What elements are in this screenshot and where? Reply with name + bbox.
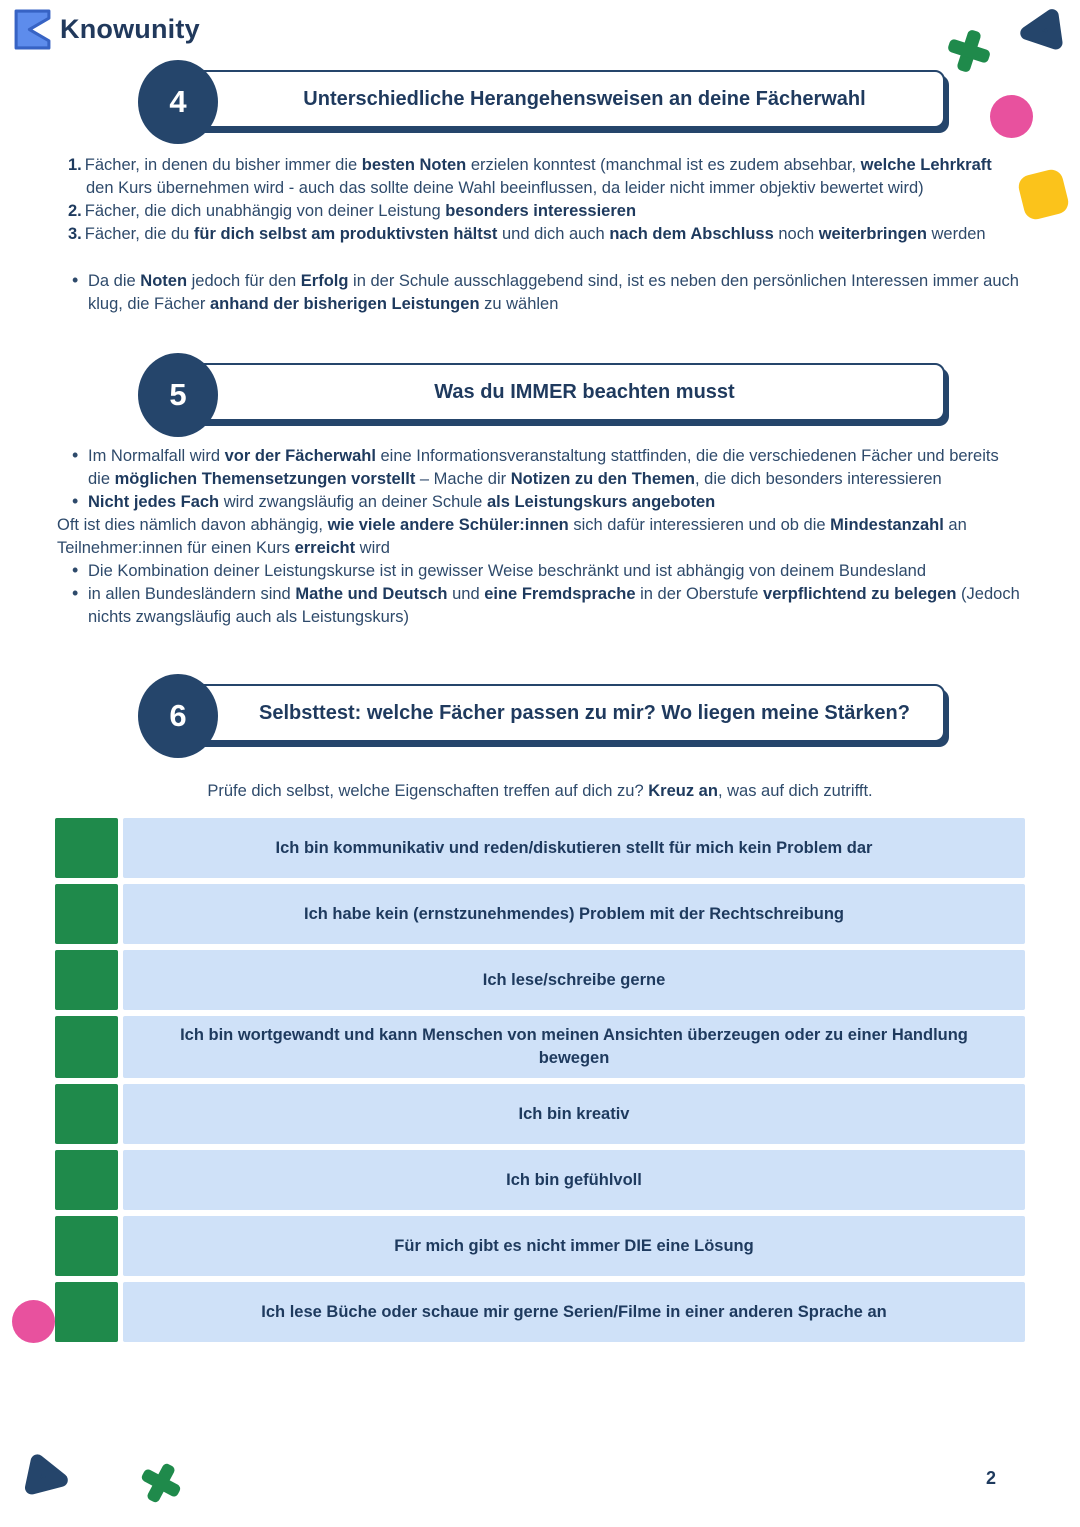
bullet-item: • Im Normalfall wird vor der Fächerwahl eine Informationsveranstaltung stattfinden, die die verschiedenen Fächer und bereits die möglichen Themensetzungen vorstellt – Mache dir Notizen zu den Themen, die dich besonders interessieren <box>70 445 1023 491</box>
checklist-row-label: Ich bin kommunikativ und reden/diskutieren stellt für mich kein Problem dar <box>123 818 1025 878</box>
checkbox-cell[interactable] <box>55 1216 118 1276</box>
checkbox-cell[interactable] <box>55 1150 118 1210</box>
logo <box>0 0 1080 50</box>
checklist-row-label: Ich bin kreativ <box>123 1084 1025 1144</box>
bullet-item: • Die Kombination deiner Leistungskurse ist in gewisser Weise beschränkt und ist abhängig von deinem Bundesland <box>70 560 1023 583</box>
checkbox-cell[interactable] <box>55 1016 118 1078</box>
triangle-shape-icon <box>13 1447 82 1516</box>
section-4-title-box <box>152 70 945 128</box>
list-item: 3. Fächer, die du für dich selbst am produktivsten hältst und dich auch nach dem Abschluss noch weiterbringen werden <box>68 225 986 243</box>
checklist-row <box>55 1282 1025 1342</box>
checkbox-cell[interactable] <box>55 1084 118 1144</box>
plus-shape-icon <box>131 1453 191 1513</box>
checklist-row-label: Ich habe kein (ernstzunehmendes) Problem mit der Rechtschreibung <box>123 884 1025 944</box>
checklist-row <box>55 1216 1025 1276</box>
section-6-title-box <box>152 684 945 742</box>
checklist-row-label: Ich bin gefühlvoll <box>123 1150 1025 1210</box>
section-6-header <box>138 674 945 758</box>
section-4-header <box>138 60 945 144</box>
paragraph: Oft ist dies nämlich davon abhängig, wie viele andere Schüler:innen sich dafür interessieren und ob die Mindestanzahl an Teilnehmer:innen für einen Kurs erreicht wird <box>57 516 967 557</box>
circle-shape-icon <box>990 95 1033 138</box>
checkbox-cell[interactable] <box>55 884 118 944</box>
square-shape-icon <box>1016 167 1071 222</box>
checklist-row-label: Ich lese Büche oder schaue mir gerne Serien/Filme in einer anderen Sprache an <box>123 1282 1025 1342</box>
section-5-header <box>138 353 945 437</box>
brand-name: Knowunity <box>60 13 200 44</box>
section-4-number-badge: 4 <box>138 60 218 144</box>
knowunity-logo-icon <box>14 9 51 50</box>
section-5-title-box <box>152 363 945 421</box>
checkbox-cell[interactable] <box>55 818 118 878</box>
checklist-row <box>55 1084 1025 1144</box>
triangle-shape-icon <box>1008 2 1074 68</box>
section-5-content <box>57 445 1023 629</box>
checklist-row-label: Ich bin wortgewandt und kann Menschen von meinen Ansichten überzeugen oder zu einer Handlung bewegen <box>123 1016 1025 1078</box>
section-4-title: Unterschiedliche Herangehensweisen an deine Fächerwahl <box>303 87 866 110</box>
checklist-row-label: Für mich gibt es nicht immer DIE eine Lösung <box>123 1216 1025 1276</box>
list-item: 1. Fächer, in denen du bisher immer die besten Noten erzielen konntest (manchmal ist es zudem absehbar, welche Lehrkraft den Kurs übernehmen wird - auch das sollte deine Wahl beeinflussen, da leider nicht immer objektiv bewertet wird) <box>68 156 992 197</box>
selftest-intro: Prüfe dich selbst, welche Eigenschaften treffen auf dich zu? Kreuz an, was auf dich zutrifft. <box>207 782 873 800</box>
bullet-item: • Nicht jedes Fach wird zwangsläufig an deiner Schule als Leistungskurs angeboten <box>70 491 1023 514</box>
section-5-title: Was du IMMER beachten musst <box>434 380 735 403</box>
checkbox-cell[interactable] <box>55 1282 118 1342</box>
circle-shape-icon <box>12 1300 55 1343</box>
list-item: 2. Fächer, die dich unabhängig von deiner Leistung besonders interessieren <box>68 202 637 220</box>
section-4-content <box>57 154 1023 316</box>
section-6-title: Selbsttest: welche Fächer passen zu mir? Wo liegen meine Stärken? <box>259 701 910 724</box>
section-5-number-badge: 5 <box>138 353 218 437</box>
bullet-item: • in allen Bundesländern sind Mathe und Deutsch und eine Fremdsprache in der Oberstufe verpflichtend zu belegen (Jedoch nichts zwangsläufig auch als Leistungskurs) <box>70 583 1023 629</box>
checklist-row-label: Ich lese/schreibe gerne <box>123 950 1025 1010</box>
checklist-row <box>55 1150 1025 1210</box>
checklist-row <box>55 884 1025 944</box>
checklist-row <box>55 1016 1025 1078</box>
selftest-checklist <box>55 818 1025 1342</box>
section-6-number-badge: 6 <box>138 674 218 758</box>
checklist-row <box>55 818 1025 878</box>
checkbox-cell[interactable] <box>55 950 118 1010</box>
checklist-row <box>55 950 1025 1010</box>
page-number: 2 <box>985 1468 996 1488</box>
bullet-item: • Da die Noten jedoch für den Erfolg in der Schule ausschlaggebend sind, ist es neben den persönlichen Interessen immer auch klug, die Fächer anhand der bisherigen Leistungen zu wählen <box>70 270 1023 316</box>
